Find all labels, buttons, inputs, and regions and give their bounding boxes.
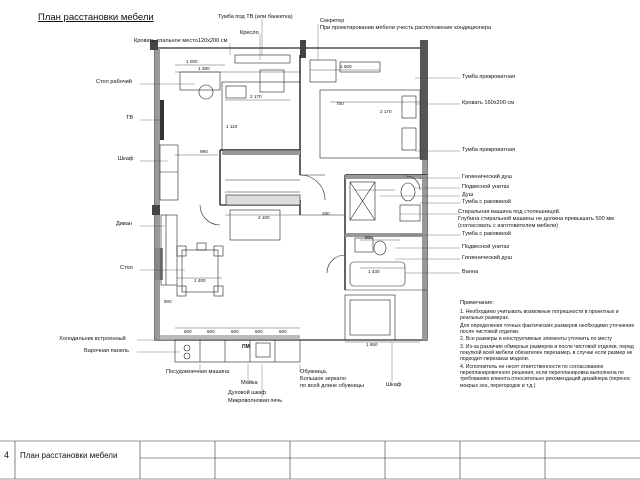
dim-label: 1 390 xyxy=(198,66,210,71)
label-armchair: Кресло xyxy=(240,30,259,36)
label-sink-cabinet-2: Тумба с раковиной xyxy=(462,231,511,237)
dim-label: 1 430 xyxy=(368,269,380,274)
dim-label: 1 650 xyxy=(366,342,378,347)
label-sink-cabinet-1: Тумба с раковиной xyxy=(462,199,511,205)
dim-label: 2 100 xyxy=(258,215,270,220)
sheet-title: План расстановки мебели xyxy=(20,451,118,460)
label-mirror-2: по всей длине обувницы xyxy=(300,383,364,389)
dim-label: 1 000 xyxy=(340,64,352,69)
label-oven: Духовой шкаф xyxy=(228,390,267,396)
label-sink: Мойка xyxy=(241,380,258,386)
label-wall-toilet-1: Подвесной унитаз xyxy=(462,184,510,190)
label-sofa: Диван xyxy=(116,221,133,227)
note-item: Для определения точных фактических размеров необходимо уточнение после чистовой отделки. xyxy=(460,322,635,335)
label-hob: Варочная панель xyxy=(84,348,129,354)
label-mirror: Большое зеркало xyxy=(300,376,346,382)
label-dishwasher: Посудомоечная машина xyxy=(166,369,230,375)
dim-label: 600 xyxy=(184,329,192,334)
label-wall-toilet-2: Подвесной унитаз xyxy=(462,244,510,250)
label-tv: ТВ xyxy=(126,115,134,121)
label-bath: Ванна xyxy=(462,269,479,275)
label-wardrobe-hall: Шкаф xyxy=(386,382,402,388)
dim-label: 330 xyxy=(322,211,330,216)
label-wardrobe-left: Шкаф xyxy=(118,156,134,162)
label-washer-note-1: Стиральная машина под столешницей. xyxy=(458,209,561,215)
dim-label: 1 110 xyxy=(226,124,238,129)
label-bed-double: Кровать спальное место120х200 см xyxy=(134,38,228,44)
dim-label: 2 170 xyxy=(380,109,392,114)
label-hall-wardrobe: Обувница. xyxy=(300,369,328,375)
dim-label: 990 xyxy=(200,149,208,154)
dim-label: 1 400 xyxy=(194,278,206,283)
label-secretary-note: При проектировании мебели учесть расположение кондиционера xyxy=(320,25,492,31)
label-washer-note-2: Глубина стиральной машины не должна превышать 500 мм xyxy=(458,216,615,222)
label-tv-stand: Тумба под ТВ (или банкетка) xyxy=(218,14,293,20)
label-hyg-shower-2: Гигиенический душ xyxy=(462,255,512,261)
page-title: План расстановки мебели xyxy=(38,12,154,23)
notes-block xyxy=(460,300,636,390)
note-item: 3. Из-за различия обмерных размеров и после чистовой отделки, перед покупкой всей мебели обязателен перезамер, в случае если размер не подходит-перезаказ модели. xyxy=(460,343,634,363)
label-microwave: Микроволновая печь xyxy=(228,398,283,404)
dim-label: 600 xyxy=(365,235,373,240)
label-table: Стол xyxy=(120,265,133,271)
label-hyg-shower-1: Гигиенический душ xyxy=(462,174,512,180)
label-fridge: Холодильник встроенный xyxy=(59,336,126,342)
label-nightstand-1: Тумба прикроватная xyxy=(462,74,515,80)
label-bed-160: Кровать 160х200 см xyxy=(462,100,515,106)
note-item: 1. Необходимо учитывать возможные погрешности в проектных и реальных размерах. xyxy=(460,308,619,322)
dim-label: 2 170 xyxy=(250,94,262,99)
dim-label: 600 xyxy=(207,329,215,334)
note-item: 2. Все размеры и конструктивные элементы уточнить по месту xyxy=(460,336,613,343)
dim-label: 600 xyxy=(279,329,287,334)
label-desk: Стол рабочий xyxy=(96,79,132,85)
sheet-number: 4 xyxy=(4,450,10,460)
dim-label: 600 xyxy=(255,329,263,334)
dim-label: 750 xyxy=(336,101,344,106)
title-block-grid xyxy=(0,440,640,480)
label-shower: Душ xyxy=(462,192,474,198)
dim-label: 600 xyxy=(231,329,239,334)
dishwasher-mark: ПМ xyxy=(242,344,250,350)
note-item: 4. Исполнитель не несет ответственности по согласованию перепланировочного решения, если перепланировка выполнена по требованию клиента относительно рекомендаций дизайнера (перенос мокрых зон, перегородок и т.д.) xyxy=(460,363,631,389)
dim-label: 1 000 xyxy=(186,59,198,64)
label-washer-note-3: (согласовать с изготовителем мебели) xyxy=(458,223,559,229)
notes-heading: Примечание: xyxy=(460,300,494,306)
label-nightstand-2: Тумба прикроватная xyxy=(462,147,515,153)
dim-label: 900 xyxy=(164,299,172,304)
label-secretary: Секретер xyxy=(320,18,345,24)
